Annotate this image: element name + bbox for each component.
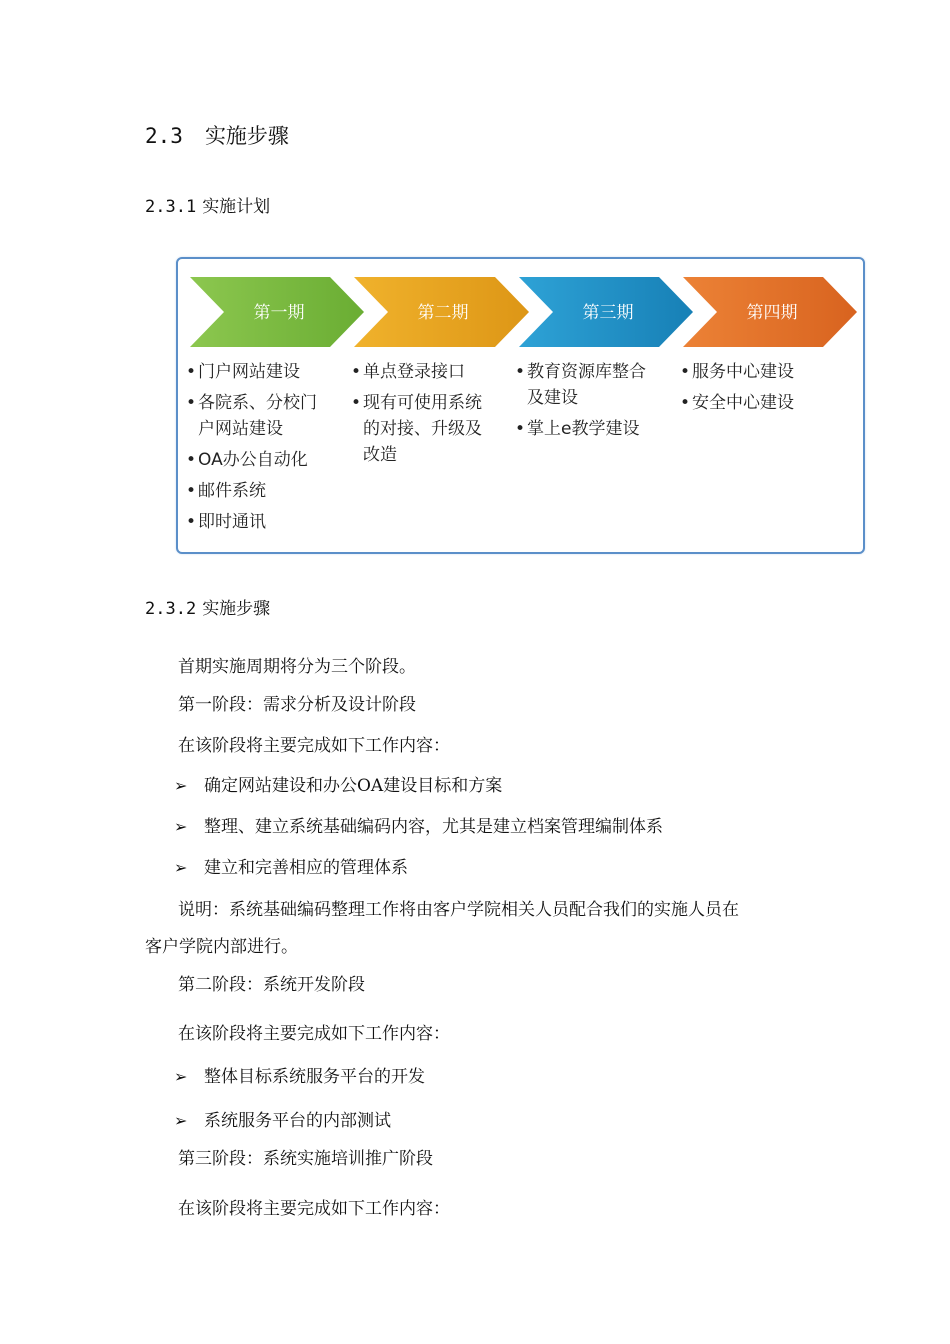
implementation-plan-diagram — [176, 257, 865, 554]
arrow-bullet-icon: ➢ — [174, 776, 188, 795]
list-item — [174, 1106, 391, 1131]
phase-item: • OA办公自动化 — [186, 447, 336, 473]
paragraph: 在该阶段将主要完成如下工作内容： — [178, 1199, 450, 1219]
phase-item: • 安全中心建设 — [680, 390, 830, 416]
paragraph: 首期实施周期将分为三个阶段。 — [178, 657, 416, 677]
section-number: 2.3 — [145, 124, 183, 148]
phase-item: • 各院系、分校门户网站建设 — [186, 390, 323, 442]
subsection-number: 2.3.1 — [145, 197, 197, 217]
list-item-text: 整体目标系统服务平台的开发 — [204, 1067, 425, 1087]
list-item — [174, 812, 663, 837]
phase-item: • 门户网站建设 — [186, 359, 336, 385]
subsection-heading-steps — [145, 594, 270, 619]
subsection-heading-plan — [145, 192, 270, 217]
note-line: 客户学院内部进行。 — [145, 937, 298, 957]
subsection-title: 实施计划 — [202, 197, 271, 217]
list-item-text: 系统服务平台的内部测试 — [204, 1111, 391, 1131]
note-line: 说明：系统基础编码整理工作将由客户学院相关人员配合我们的实施人员在 — [178, 900, 739, 920]
subsection-title: 实施步骤 — [202, 599, 271, 619]
phase-item: • 邮件系统 — [186, 478, 336, 504]
subsection-number: 2.3.2 — [145, 599, 197, 619]
section-heading — [145, 120, 289, 150]
phase-3-items — [515, 359, 655, 447]
list-item-text: 建立和完善相应的管理体系 — [204, 858, 408, 878]
stage-heading: 第一阶段：需求分析及设计阶段 — [178, 695, 416, 715]
phase-item: • 教育资源库整合及建设 — [515, 359, 652, 411]
arrow-bullet-icon: ➢ — [174, 858, 188, 877]
arrow-bullet-icon: ➢ — [174, 817, 188, 836]
phase-item: • 现有可使用系统的对接、升级及改造 — [351, 390, 488, 468]
arrow-bullet-icon: ➢ — [174, 1111, 188, 1130]
phase-4-items — [680, 359, 830, 421]
phase-label-2: 第二期 — [417, 303, 469, 323]
phase-arrows — [178, 259, 867, 359]
paragraph: 在该阶段将主要完成如下工作内容： — [178, 736, 450, 756]
section-title: 实施步骤 — [204, 124, 289, 148]
paragraph: 在该阶段将主要完成如下工作内容： — [178, 1024, 450, 1044]
phase-2-items — [351, 359, 491, 473]
arrow-bullet-icon: ➢ — [174, 1067, 188, 1086]
stage-heading: 第三阶段：系统实施培训推广阶段 — [178, 1149, 433, 1169]
list-item-text: 确定网站建设和办公OA建设目标和方案 — [204, 776, 503, 796]
phase-1-items — [186, 359, 336, 540]
stage-heading: 第二阶段：系统开发阶段 — [178, 975, 365, 995]
phase-label-3: 第三期 — [582, 303, 634, 323]
phase-item: • 服务中心建设 — [680, 359, 830, 385]
list-item-text: 整理、建立系统基础编码内容，尤其是建立档案管理编制体系 — [204, 817, 663, 837]
phase-item: • 掌上e教学建设 — [515, 416, 655, 442]
list-item — [174, 1062, 425, 1087]
phase-item: • 即时通讯 — [186, 509, 336, 535]
phase-label-4: 第四期 — [746, 303, 798, 323]
list-item — [174, 771, 502, 796]
list-item — [174, 853, 408, 878]
phase-label-1: 第一期 — [253, 303, 305, 323]
phase-item: • 单点登录接口 — [351, 359, 491, 385]
